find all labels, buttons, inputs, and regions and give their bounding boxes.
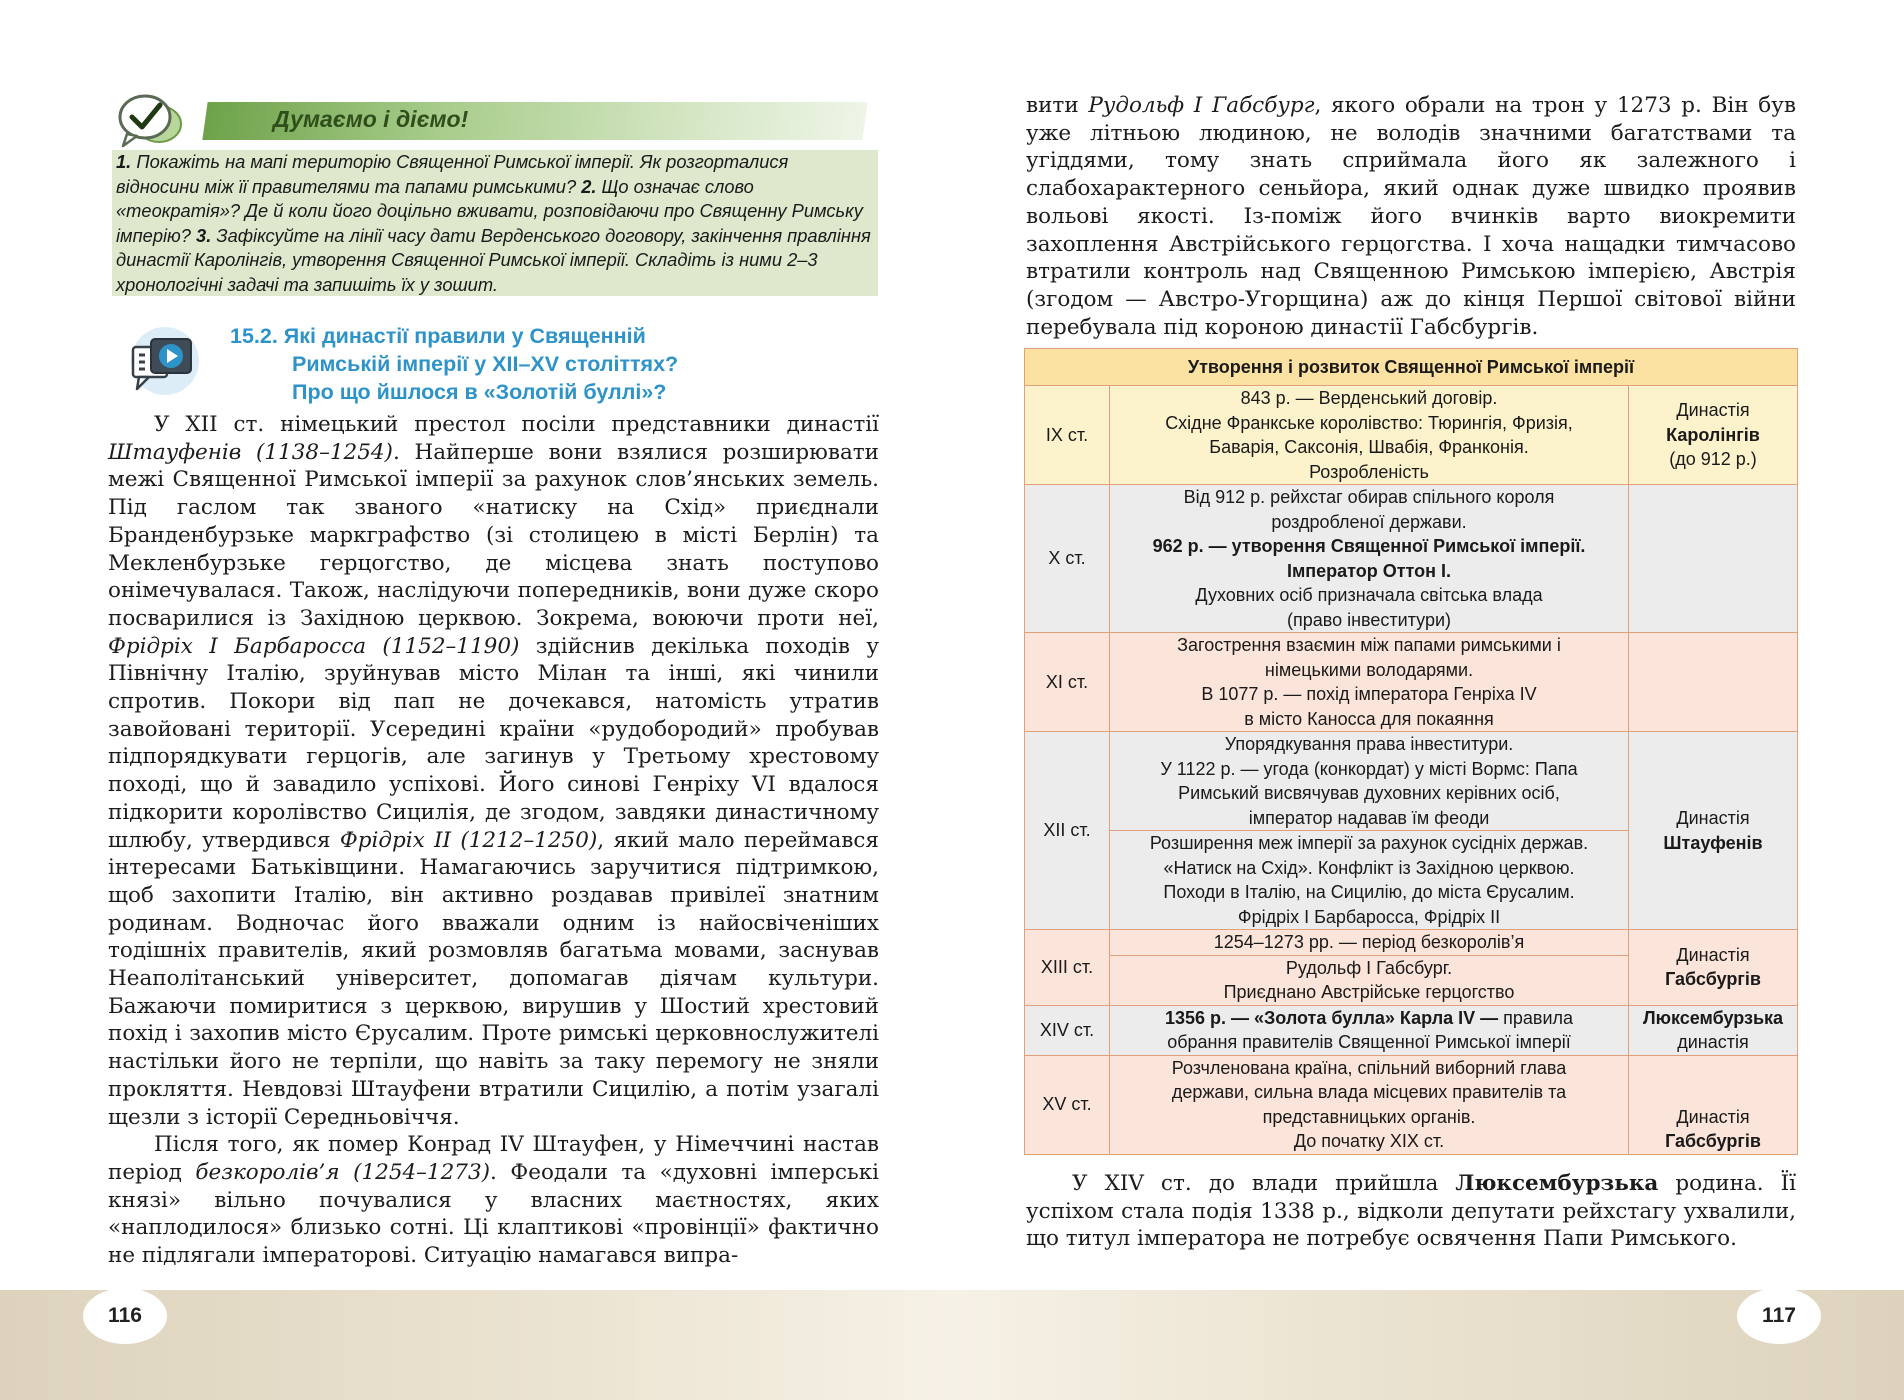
event-line: Фрідріх І Барбаросса, Фрідріх ІІ xyxy=(1237,906,1501,927)
event-line: У 1122 р. — угода (конкордат) у місті Вормс: Папа xyxy=(1160,758,1578,779)
event-line: Приєднано Австрійське герцогство xyxy=(1223,982,1515,1002)
event-line: обрання правителів Священної Римської імперії xyxy=(1167,1032,1571,1052)
event-line: Римський висвячував духовних керівних осіб, xyxy=(1178,783,1560,803)
dynasty-name: Люксембурзька xyxy=(1642,1007,1784,1028)
history-table xyxy=(1024,348,1798,1155)
event-cell xyxy=(1110,485,1629,633)
paragraph xyxy=(108,1131,879,1270)
event-line: 843 р. — Верденський договір. xyxy=(1240,388,1498,408)
event-line: Баварія, Саксонія, Швабія, Франконія. xyxy=(1209,437,1529,457)
century-cell: XIV ст. xyxy=(1025,1005,1110,1055)
event-line: В 1077 р. — похід імператора Генріха IV xyxy=(1201,684,1537,704)
dynasty-label: династія xyxy=(1677,1032,1749,1052)
table-row xyxy=(1025,732,1798,831)
dynasty-name: Габсбургів xyxy=(1665,969,1761,990)
dynasty-name: Габсбургів xyxy=(1665,1131,1761,1151)
event-line: (право інвеститури) xyxy=(1286,609,1452,630)
dynasty-cell xyxy=(1629,732,1798,930)
event-line: в місто Каносса для покаяння xyxy=(1244,708,1494,729)
event-cell xyxy=(1110,831,1629,930)
page-number: 117 xyxy=(1737,1288,1821,1344)
event-cell xyxy=(1110,930,1629,956)
dynasty-cell xyxy=(1629,386,1798,485)
event-line-bold: 962 р. — утворення Священної Римської імперії. xyxy=(1152,536,1586,556)
page-number: 116 xyxy=(83,1288,167,1344)
table-title: Утворення і розвиток Священної Римської імперії xyxy=(1025,349,1798,386)
event-bold: 1356 р. — «Золота булла» Карла IV — xyxy=(1164,1007,1499,1028)
paragraph xyxy=(108,411,879,1131)
event-line: Загострення взаємин між папами римськими і xyxy=(1177,635,1561,655)
text-run: . Феодали та «духовні імперські князі» вільно почувалися у власних маєтностях, яких «наплодилося» близько сотні. Ці клаптикові «провінції» фактично не підлягали імператорові. Ситуацію намагався випра- xyxy=(108,1159,880,1269)
left-body-text xyxy=(108,411,879,1270)
italic-term: Фрідріх ІІ (1212–1250) xyxy=(339,827,598,853)
text-run: У XIV ст. до влади прийшла xyxy=(1072,1171,1456,1196)
century-cell: X ст. xyxy=(1025,485,1110,633)
dynasty-name: Штауфенів xyxy=(1663,832,1763,853)
event-line: Розчленована країна, спільний виборний глава xyxy=(1171,1057,1567,1078)
task-number: 3. xyxy=(196,224,212,246)
event-text: правила xyxy=(1498,1007,1574,1028)
event-line: Розширення меж імперії за рахунок сусідніх держав. xyxy=(1149,833,1589,853)
century-cell: XII ст. xyxy=(1025,732,1110,930)
text-run: , якого обрали на трон у 1273 р. Він був уже літньою людиною, не володів значними багатствами та угіддями, тому знать сприймала його як залежного і слабохарактерного сеньйора, який однак дуже швидко проявив вольові якості. Із-поміж його вчинків варто виокремити захоплення Австрійського герцогства. І хоча нащадки тимчасово втратили контроль над Священною Римською імперією, Австрія (згодом — Австро-Угорщина) аж до кінця Першої світової війни перебувала під короною династії Габсбургів. xyxy=(1026,93,1796,340)
dynasty-label: Династія xyxy=(1676,400,1750,421)
dynasty-note: (до 912 р.) xyxy=(1669,449,1757,470)
table-row xyxy=(1025,386,1798,485)
event-cell xyxy=(1110,386,1629,485)
section-heading-line: 15.2. Які династії правили у Священній xyxy=(230,324,646,348)
event-line: Походи в Італію, на Сицилію, до міста Єрусалим. xyxy=(1163,882,1575,902)
section-heading xyxy=(230,322,678,406)
century-cell: XIII ст. xyxy=(1025,930,1110,1006)
event-line: Рудольф І Габсбург. xyxy=(1285,957,1453,978)
paragraph xyxy=(1026,92,1796,341)
text-run: , який мало переймався інтересами Батьківщини. Намагаючись заручитися підтримкою, щоб захопити Італію, він активно роздавав привілеї знатним родинам. Водночас його вважали одним із найосвіченіших тодішніх правителів, який розмовляв багатьма мовами, заснував Неаполітанський університет, допомагав діячам культури. Бажаючи помиритися з церквою, вирушив у Шостий хрестовий похід і захопив місто Єрусалим. Проте римські церковнослужителі настільки його не терпіли, що навіть за таку перемогу не зняли прокляття. Невдовзі Штауфени втратили Сицилію, а потім узагалі щезли з історії Середньовіччя. xyxy=(108,827,879,1130)
century-cell: XI ст. xyxy=(1025,633,1110,732)
dynasty-cell xyxy=(1629,1055,1798,1154)
dynasty-cell-empty xyxy=(1629,633,1798,732)
table-row xyxy=(1025,633,1798,732)
bold-term: Люксембурзька xyxy=(1455,1171,1659,1196)
text-run: У XII ст. німецький престол посіли представники династії xyxy=(154,412,879,437)
dynasty-cell xyxy=(1629,1005,1798,1055)
event-cell xyxy=(1110,732,1629,831)
check-speech-bubble-icon xyxy=(115,90,185,150)
task-number: 1. xyxy=(116,151,132,172)
event-cell xyxy=(1110,633,1629,732)
italic-term: безкоролів’я (1254–1273) xyxy=(195,1159,491,1185)
event-line xyxy=(1114,1006,1624,1031)
event-line: «Натиск на Схід». Конфлікт із Західною церквою. xyxy=(1163,857,1575,878)
dynasty-name: Каролінгів xyxy=(1666,424,1760,445)
task-text: Зафіксуйте на лінії часу дати Верденського договору, закінчення правління династії Каролінгів, утворення Священної Римської імперії. Складіть із ними 2–3 хронологічні задачі та запишіть їх у зошит. xyxy=(116,224,871,295)
text-run: . Найперше вони взялися розширювати межі Священної Римської імперії за рахунок слов’янських земель. Під гаслом так званого «натиску на Схід» приєднали Бранденбурзьке маркграфство (зі столицею в місті Берлін) та Мекленбурзьке герцогство, де місцева знать поступово онімечувалася. Також, наслідуючи попередників, вони дуже скоро посварилися із Західною церквою. Зокрема, воюючи проти неї, xyxy=(108,439,879,631)
event-line-bold: Імператор Оттон І. xyxy=(1286,560,1452,581)
event-cell xyxy=(1110,1055,1629,1154)
think-do-title: Думаємо і діємо! xyxy=(273,106,469,132)
text-run: вити xyxy=(1026,93,1089,118)
text-run: родина. Її успіхом стала подія 1338 р., відколи депутати рейхстагу ухвалили, що титул імператора не потребує освячення Папи Римського. xyxy=(1026,1171,1796,1252)
think-do-tasks xyxy=(112,150,878,296)
table-row xyxy=(1025,1005,1798,1055)
text-run: здійснив декілька походів у Північну Італію, зруйнував місто Мілан та інші, які чинили спротив. Покори від пап не дочекався, натомість утратив завойовані території. Усередині країни «рудобородий» пробував підпорядкувати герцогів, але загинув у Третьому хрестовому поході, що й завадило успіхові. Його синові Генріху VI вдалося підкорити королівство Сицилія, де згодом, завдяки династичному шлюбу, утвердився xyxy=(108,633,880,853)
task-text: Що означає слово «теократія»? Де й коли його доцільно вживати, розповідаючи про Священну Римську імперію? xyxy=(116,175,863,246)
event-line: представницьких органів. xyxy=(1262,1106,1476,1127)
event-line: Від 912 р. рейхстаг обирав спільного короля xyxy=(1183,487,1555,507)
century-cell: XV ст. xyxy=(1025,1055,1110,1154)
task-text: Покажіть на мапі територію Священної Римської імперії. Як розгорталися відносини між її правителями та папами римськими? xyxy=(116,151,789,197)
event-line: німецькими володарями. xyxy=(1264,659,1474,680)
paragraph xyxy=(1026,1170,1796,1253)
dynasty-label: Династія xyxy=(1676,944,1750,965)
think-do-header xyxy=(115,90,875,152)
table-row xyxy=(1025,1055,1798,1154)
section-heading-line: Про що йшлося в «Золотій буллі»? xyxy=(292,380,667,404)
event-cell xyxy=(1110,1005,1629,1055)
italic-term: Штауфенів (1138–1254) xyxy=(108,439,393,465)
italic-term: Рудольф І Габсбург xyxy=(1088,93,1315,118)
event-line: Східне Франкське королівство: Тюрингія, Фризія, xyxy=(1165,412,1573,433)
right-body-text-bottom xyxy=(1026,1170,1796,1253)
event-line: Духовних осіб призначала світська влада xyxy=(1195,585,1543,605)
event-cell xyxy=(1110,955,1629,1005)
event-line: держави, сильна влада місцевих правителів та xyxy=(1171,1082,1567,1102)
event-line: 1254–1273 рр. — період безкоролів’я xyxy=(1213,932,1525,952)
section-heading-line: Римській імперії у XII–XV століттях? xyxy=(292,352,679,376)
event-line: Упорядкування права інвеститури. xyxy=(1224,734,1514,754)
text-run: Після того, як помер Конрад IV Штауфен, у Німеччині настав період xyxy=(108,1132,879,1185)
table-row xyxy=(1025,485,1798,633)
event-line: До початку XIX ст. xyxy=(1293,1131,1445,1151)
video-play-icon xyxy=(125,325,201,401)
dynasty-cell-empty xyxy=(1629,485,1798,633)
event-line: імператор надавав їм феоди xyxy=(1248,807,1490,828)
dynasty-label: Династія xyxy=(1676,808,1750,828)
italic-term: Фрідріх І Барбаросса (1152–1190) xyxy=(108,633,520,659)
table-row xyxy=(1025,930,1798,956)
right-body-text-top xyxy=(1026,92,1796,341)
event-line: Розробленість xyxy=(1309,461,1429,482)
century-cell: IX ст. xyxy=(1025,386,1110,485)
dynasty-label: Династія xyxy=(1676,1106,1750,1127)
dynasty-cell xyxy=(1629,930,1798,1006)
task-number: 2. xyxy=(581,175,597,197)
event-line: роздробленої держави. xyxy=(1271,511,1467,532)
